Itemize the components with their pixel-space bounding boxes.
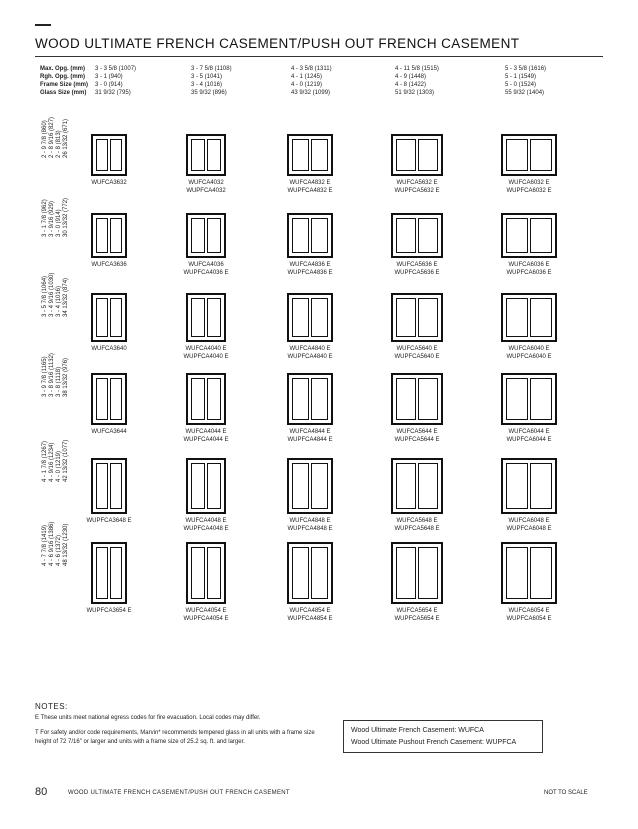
header-value: 3 - 3 5/8 (1007) — [95, 66, 137, 72]
sash-pane — [506, 463, 528, 509]
window-elevation — [391, 213, 443, 258]
model-code: WUPFCA4040 E — [183, 354, 229, 360]
header-value: 3 - 4 (1016) — [191, 82, 223, 88]
row-size-label: 4 - 9/16 (1234) — [49, 442, 55, 482]
sash-pane — [292, 547, 309, 599]
row-size-label: 4 - 1 7/8 (1267) — [42, 440, 48, 482]
sash-pane — [418, 139, 438, 171]
legend-wupfca: Wood Ultimate Pushout French Casement: WUPFCA — [351, 739, 517, 746]
header-value: 55 9/32 (1404) — [505, 90, 545, 96]
header-label: Glass Size (mm) — [40, 90, 87, 96]
header-value: 3 - 0 (914) — [95, 82, 123, 88]
model-code: WUPFCA6036 E — [506, 270, 552, 276]
window-elevation — [287, 293, 333, 342]
row-size-label: 4 - 6 9/16 (1386) — [49, 521, 55, 566]
window-elevation — [287, 458, 333, 514]
window-elevation — [186, 542, 226, 604]
sash-pane — [292, 463, 309, 509]
sash-pane — [207, 547, 221, 599]
row-size-label: 3 - 9/16 (929) — [49, 200, 55, 237]
sash-pane — [191, 218, 205, 253]
row-size-label: 42 13/32 (1077) — [63, 439, 69, 482]
model-code: WUPFCA5636 E — [394, 270, 440, 276]
window-elevation — [186, 458, 226, 514]
model-code: WUFCA6048 E — [508, 518, 550, 524]
sash-pane — [292, 139, 309, 171]
model-code: WUFCA4048 E — [185, 518, 227, 524]
notes-title: NOTES: — [35, 702, 68, 711]
window-elevation — [186, 373, 226, 425]
model-code: WUPFCA4844 E — [287, 437, 333, 443]
model-code: WUFCA4032 — [188, 180, 224, 186]
note-tempered-glass: T For safety and/or code requirements, Marvin* recommends tempered glass in all units with a frame size height of 72 7/16" or larger and units with a frame size of 25.2 sq. ft. and larger. — [35, 730, 315, 745]
title-accent-bar — [35, 24, 51, 26]
sash-pane — [311, 139, 328, 171]
model-code: WUFCA5648 E — [396, 518, 438, 524]
window-elevation — [501, 542, 557, 604]
model-code: WUPFCA5654 E — [394, 616, 440, 622]
model-code: WUPFCA4044 E — [183, 437, 229, 443]
sash-pane — [96, 463, 108, 509]
sash-pane — [110, 139, 122, 171]
window-elevation — [91, 213, 127, 258]
model-code: WUFCA4836 E — [289, 262, 331, 268]
row-size-label: 3 - 1 7/8 (962) — [42, 199, 48, 237]
sash-pane — [506, 378, 528, 420]
sash-pane — [207, 298, 221, 337]
window-elevation — [186, 293, 226, 342]
model-code: WUPFCA5644 E — [394, 437, 440, 443]
title-rule — [35, 56, 603, 57]
model-code: WUFCA5654 E — [396, 608, 438, 614]
model-code: WUPFCA4854 E — [287, 616, 333, 622]
row-size-label: 2 - 8 (813) — [56, 130, 62, 158]
window-elevation — [391, 542, 443, 604]
header-value: 4 - 0 (1219) — [291, 82, 323, 88]
sash-pane — [396, 139, 416, 171]
sash-pane — [506, 547, 528, 599]
sash-pane — [96, 139, 108, 171]
model-code: WUFCA4036 — [188, 262, 224, 268]
model-code: WUPFCA4036 E — [183, 270, 229, 276]
row-size-label: 2 - 8 9/16 (827) — [49, 116, 55, 158]
window-elevation — [91, 458, 127, 514]
window-elevation — [186, 134, 226, 176]
sash-pane — [311, 218, 328, 253]
header-value: 4 - 1 (1245) — [291, 74, 323, 80]
note-egress: E These units meet national egress codes for fire evacuation. Local codes may differ. — [35, 715, 261, 721]
window-elevation — [501, 373, 557, 425]
sash-pane — [292, 298, 309, 337]
header-value: 5 - 3 5/8 (1616) — [505, 66, 547, 72]
model-code: WUPFCA3648 E — [86, 518, 132, 524]
footer-title: WOOD ULTIMATE FRENCH CASEMENT/PUSH OUT FRENCH CASEMENT — [68, 790, 290, 796]
row-size-label: 4 - 6 (1372) — [56, 534, 62, 566]
window-elevation — [91, 542, 127, 604]
sash-pane — [110, 547, 122, 599]
model-code: WUPFCA3654 E — [86, 608, 132, 614]
model-code: WUFCA6054 E — [508, 608, 550, 614]
sash-pane — [110, 218, 122, 253]
sash-pane — [530, 547, 552, 599]
model-code: WUPFCA5640 E — [394, 354, 440, 360]
sash-pane — [191, 139, 205, 171]
header-value: 51 9/32 (1303) — [395, 90, 435, 96]
sash-pane — [418, 547, 438, 599]
sash-pane — [191, 378, 205, 420]
window-elevation — [91, 134, 127, 176]
sash-pane — [396, 547, 416, 599]
row-size-label: 30 13/32 (772) — [63, 197, 69, 237]
model-code: WUFCA4848 E — [289, 518, 331, 524]
model-code: WUPFCA4032 — [186, 188, 226, 194]
sash-pane — [191, 463, 205, 509]
model-code: WUFCA5632 E — [396, 180, 438, 186]
model-code: WUFCA6036 E — [508, 262, 550, 268]
sash-pane — [396, 378, 416, 420]
row-size-label: 3 - 9 7/8 (1165) — [42, 356, 48, 397]
page-number: 80 — [35, 786, 48, 798]
sash-pane — [506, 298, 528, 337]
sash-pane — [506, 139, 528, 171]
sash-pane — [207, 463, 221, 509]
row-size-label: 4 - 0 (1219) — [56, 450, 62, 482]
sash-pane — [207, 378, 221, 420]
model-code: WUFCA3640 — [91, 346, 127, 352]
row-size-label: 3 - 4 (1016) — [56, 285, 62, 317]
sash-pane — [292, 218, 309, 253]
model-code: WUFCA3632 — [91, 180, 127, 186]
model-code: WUFCA4044 E — [185, 429, 227, 435]
window-elevation — [186, 213, 226, 258]
window-elevation — [287, 373, 333, 425]
sash-pane — [110, 463, 122, 509]
sash-pane — [311, 378, 328, 420]
header-value: 4 - 8 (1422) — [395, 82, 427, 88]
model-code: WUFCA6032 E — [508, 180, 550, 186]
row-size-label: 3 - 4 9/16 (1030) — [49, 272, 55, 317]
model-code: WUFCA5636 E — [396, 262, 438, 268]
model-code: WUPFCA4054 E — [183, 616, 229, 622]
row-size-label: 2 - 9 7/8 (860) — [42, 120, 48, 158]
model-code: WUFCA4040 E — [185, 346, 227, 352]
sash-pane — [96, 547, 108, 599]
sash-pane — [311, 463, 328, 509]
page-title: WOOD ULTIMATE FRENCH CASEMENT/PUSH OUT FRENCH CASEMENT — [35, 36, 520, 51]
sash-pane — [110, 298, 122, 337]
model-code: WUFCA6040 E — [508, 346, 550, 352]
model-code: WUFCA4832 E — [289, 180, 331, 186]
sash-pane — [191, 547, 205, 599]
model-code: WUPFCA6040 E — [506, 354, 552, 360]
model-code: WUPFCA5648 E — [394, 526, 440, 532]
header-value: 3 - 5 (1041) — [191, 74, 223, 80]
not-to-scale: NOT TO SCALE — [544, 790, 588, 796]
window-elevation — [391, 373, 443, 425]
row-size-label: 4 - 7 7/8 (1419) — [42, 524, 48, 566]
legend-wufca: Wood Ultimate French Casement: WUFCA — [351, 727, 484, 734]
window-elevation — [501, 458, 557, 514]
sash-pane — [506, 218, 528, 253]
header-label: Frame Size (mm) — [40, 82, 89, 88]
sash-pane — [530, 139, 552, 171]
row-size-label: 34 13/32 (874) — [63, 277, 69, 317]
model-code: WUFCA3636 — [91, 262, 127, 268]
window-elevation — [91, 293, 127, 342]
sash-pane — [292, 378, 309, 420]
header-value: 35 9/32 (896) — [191, 90, 227, 96]
header-label: Rgh. Opg. (mm) — [40, 74, 85, 80]
model-code: WUFCA6044 E — [508, 429, 550, 435]
sash-pane — [96, 298, 108, 337]
row-size-label: 3 - 5 7/8 (1064) — [42, 275, 48, 317]
sash-pane — [418, 298, 438, 337]
window-elevation — [287, 213, 333, 258]
sash-pane — [96, 218, 108, 253]
sash-pane — [207, 139, 221, 171]
model-code: WUPFCA4048 E — [183, 526, 229, 532]
sash-pane — [418, 218, 438, 253]
sash-pane — [191, 298, 205, 337]
window-elevation — [391, 458, 443, 514]
header-value: 43 9/32 (1099) — [291, 90, 331, 96]
model-code: WUPFCA4836 E — [287, 270, 333, 276]
header-value: 4 - 11 5/8 (1515) — [395, 66, 439, 72]
sash-pane — [530, 298, 552, 337]
window-elevation — [391, 134, 443, 176]
model-code: WUFCA4844 E — [289, 429, 331, 435]
model-code: WUFCA4840 E — [289, 346, 331, 352]
model-code: WUPFCA4848 E — [287, 526, 333, 532]
model-code: WUFCA4854 E — [289, 608, 331, 614]
sash-pane — [207, 218, 221, 253]
model-code: WUPFCA6048 E — [506, 526, 552, 532]
header-value: 5 - 0 (1524) — [505, 82, 537, 88]
sash-pane — [311, 547, 328, 599]
row-size-label: 38 13/32 (976) — [63, 357, 69, 397]
row-size-label: 3 - 8 9/16 (1132) — [49, 353, 55, 397]
sash-pane — [530, 378, 552, 420]
row-size-label: 3 - 0 (914) — [56, 209, 62, 237]
sash-pane — [530, 218, 552, 253]
window-elevation — [501, 134, 557, 176]
header-value: 5 - 1 (1549) — [505, 74, 537, 80]
model-code: WUPFCA6032 E — [506, 188, 552, 194]
legend-box — [343, 720, 543, 753]
sash-pane — [311, 298, 328, 337]
sash-pane — [110, 378, 122, 420]
header-value: 3 - 1 (940) — [95, 74, 123, 80]
model-code: WUFCA5640 E — [396, 346, 438, 352]
window-elevation — [287, 134, 333, 176]
model-code: WUPFCA6044 E — [506, 437, 552, 443]
sash-pane — [396, 298, 416, 337]
sash-pane — [396, 218, 416, 253]
model-code: WUPFCA5632 E — [394, 188, 440, 194]
header-label: Max. Opg. (mm) — [40, 66, 86, 72]
header-value: 3 - 7 5/8 (1108) — [191, 66, 232, 72]
sash-pane — [96, 378, 108, 420]
sash-pane — [396, 463, 416, 509]
header-value: 4 - 9 (1448) — [395, 74, 427, 80]
window-elevation — [501, 293, 557, 342]
window-elevation — [391, 293, 443, 342]
sash-pane — [418, 463, 438, 509]
header-value: 31 9/32 (795) — [95, 90, 131, 96]
window-elevation — [287, 542, 333, 604]
model-code: WUFCA3644 — [91, 429, 127, 435]
model-code: WUPFCA6054 E — [506, 616, 552, 622]
model-code: WUPFCA4832 E — [287, 188, 333, 194]
window-elevation — [91, 373, 127, 425]
model-code: WUFCA5644 E — [396, 429, 438, 435]
row-size-label: 26 13/32 (671) — [63, 118, 69, 158]
sash-pane — [530, 463, 552, 509]
sash-pane — [418, 378, 438, 420]
header-value: 4 - 3 5/8 (1311) — [291, 66, 332, 72]
row-size-label: 3 - 8 (1118) — [56, 366, 62, 397]
row-size-label: 48 13/32 (1230) — [63, 523, 69, 566]
window-elevation — [501, 213, 557, 258]
model-code: WUPFCA4840 E — [287, 354, 333, 360]
model-code: WUFCA4054 E — [185, 608, 227, 614]
